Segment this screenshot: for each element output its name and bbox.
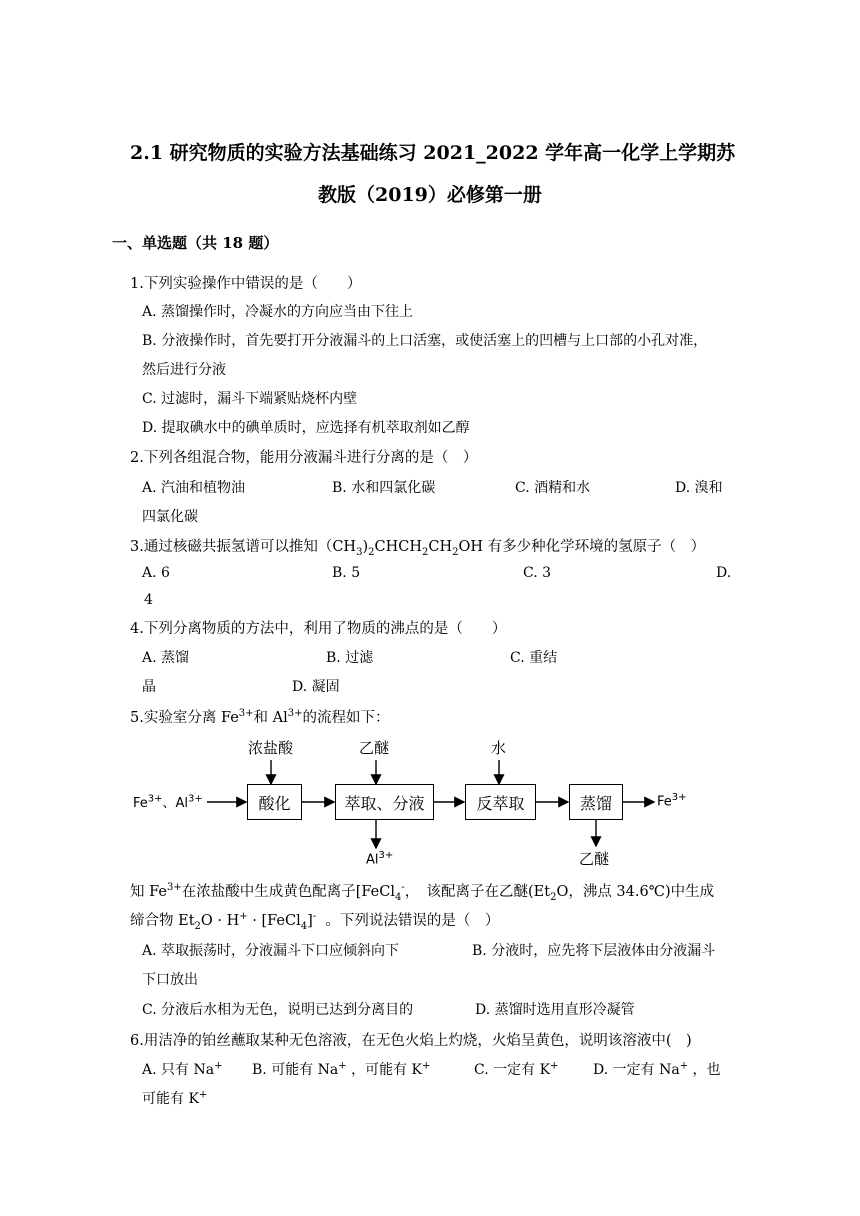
q6-option-d: D. 一定有 Na+ ，也 xyxy=(593,1060,721,1078)
q3-option-c: C. 3 xyxy=(523,565,552,581)
flow-box-back-extract: 反萃取 xyxy=(465,784,536,820)
association-formula: $Et_2O \cdot H^+$ · [FeCl$_4$]- xyxy=(178,911,317,932)
q3-option-a: A. 6 xyxy=(142,565,170,581)
q3-stem: 3.通过核磁共振氢谱可以推知$(CH_3)_2CHCH_2CH_2OH$ 有多少种化学环境的氢原子（ ） xyxy=(130,539,706,558)
q2-stem: 2.下列各组混合物，能用分液漏斗进行分离的是（ ） xyxy=(130,450,478,466)
q4-stem: 4.下列分离物质的方法中，利用了物质的沸点的是（ ） xyxy=(130,621,507,637)
q5-text-line2: 缔合物 $Et_2O \cdot H^+$ · [FeCl$_4$]- 。下列说法错误的是（ ） xyxy=(130,911,500,932)
flow-output-ether: 乙醚 xyxy=(579,850,610,868)
q1-option-d: D. 提取碘水中的碘单质时，应选择有机萃取剂如乙醇 xyxy=(142,420,470,436)
section-heading: 一、单选题（共 18 题） xyxy=(112,234,279,252)
q6-option-c: C. 一定有 K+ xyxy=(474,1060,559,1078)
q4-option-b: B. 过滤 xyxy=(326,650,374,666)
q5-option-a: A. 萃取振荡时，分液漏斗下口应倾斜向下 xyxy=(142,943,400,959)
q1-option-a: A. 蒸馏操作时，冷凝水的方向应当由下往上 xyxy=(142,304,414,320)
q4-option-a: A. 蒸馏 xyxy=(142,650,190,666)
q2-option-a: A. 汽油和植物油 xyxy=(142,480,246,496)
q3-option-d-line2: 4 xyxy=(144,592,153,608)
q2-option-d-line2: 四氯化碳 xyxy=(142,509,198,525)
flow-top-label-water: 水 xyxy=(491,739,507,757)
q3-option-b: B. 5 xyxy=(332,565,361,581)
q6-option-d-line2: 可能有 K+ xyxy=(142,1089,208,1107)
flow-box-distill: 蒸馏 xyxy=(569,784,623,820)
q1-option-b-line2: 然后进行分液 xyxy=(142,362,226,378)
q1-option-c: C. 过滤时，漏斗下端紧贴烧杯内壁 xyxy=(142,391,358,407)
q5-option-d: D. 蒸馏时选用直形冷凝管 xyxy=(475,1002,635,1018)
flow-top-label-ether: 乙醚 xyxy=(359,739,390,757)
q6-stem: 6.用洁净的铂丝蘸取某种无色溶液，在无色火焰上灼烧，火焰呈黄色，说明该溶液中( ) xyxy=(130,1033,692,1049)
document-title-line2: 教版（2019）必修第一册 xyxy=(318,184,542,206)
q5-stem: 5.实验室分离 $Fe^{3+}$和 $Al^{3+}$的流程如下： xyxy=(130,708,390,726)
flow-output-fe: $Fe^{3+}$ xyxy=(657,792,687,810)
q4-option-c: C. 重结 xyxy=(510,650,558,666)
flow-input-label: $Fe^{3+}$、$Al^{3+}$ xyxy=(133,793,203,811)
flow-output-al: $Al^{3+}$ xyxy=(366,850,394,868)
q4-option-c-line2: 晶 xyxy=(142,679,156,695)
flow-box-acidify: 酸化 xyxy=(247,784,302,820)
q6-option-b: B. 可能有 Na+ ，可能有 K+ xyxy=(252,1060,431,1078)
q2-option-b: B. 水和四氯化碳 xyxy=(332,480,436,496)
q1-stem: 1.下列实验操作中错误的是（ ） xyxy=(130,276,362,292)
q2-option-d-line1: D. 溴和 xyxy=(675,480,723,496)
q3-option-d-line1: D. xyxy=(716,565,732,581)
q5-option-c: C. 分液后水相为无色，说明已达到分离目的 xyxy=(142,1002,414,1018)
q2-option-c: C. 酒精和水 xyxy=(515,480,591,496)
q6-option-a: A. 只有 Na+ xyxy=(142,1060,223,1078)
q5-text-line1: 知 $Fe^{3+}$在浓盐酸中生成黄色配离子[FeCl$_4$-， 该配离子在乙醚($Et_2O$，沸点 34.6℃)中生成 xyxy=(130,882,715,903)
q4-option-d: D. 凝固 xyxy=(292,679,340,695)
flow-top-label-hcl: 浓盐酸 xyxy=(248,739,294,757)
document-title-line1: 2.1 研究物质的实验方法基础练习 2021_2022 学年高一化学上学期苏 xyxy=(130,142,736,164)
flow-box-extract-separate: 萃取、分液 xyxy=(335,784,434,820)
q1-option-b-line1: B. 分液操作时，首先要打开分液漏斗的上口活塞，或使活塞上的凹槽与上口部的小孔对准， xyxy=(142,333,708,349)
q5-option-b-line2: 下口放出 xyxy=(142,972,198,988)
q5-option-b-line1: B. 分液时，应先将下层液体由分液漏斗 xyxy=(472,943,716,959)
